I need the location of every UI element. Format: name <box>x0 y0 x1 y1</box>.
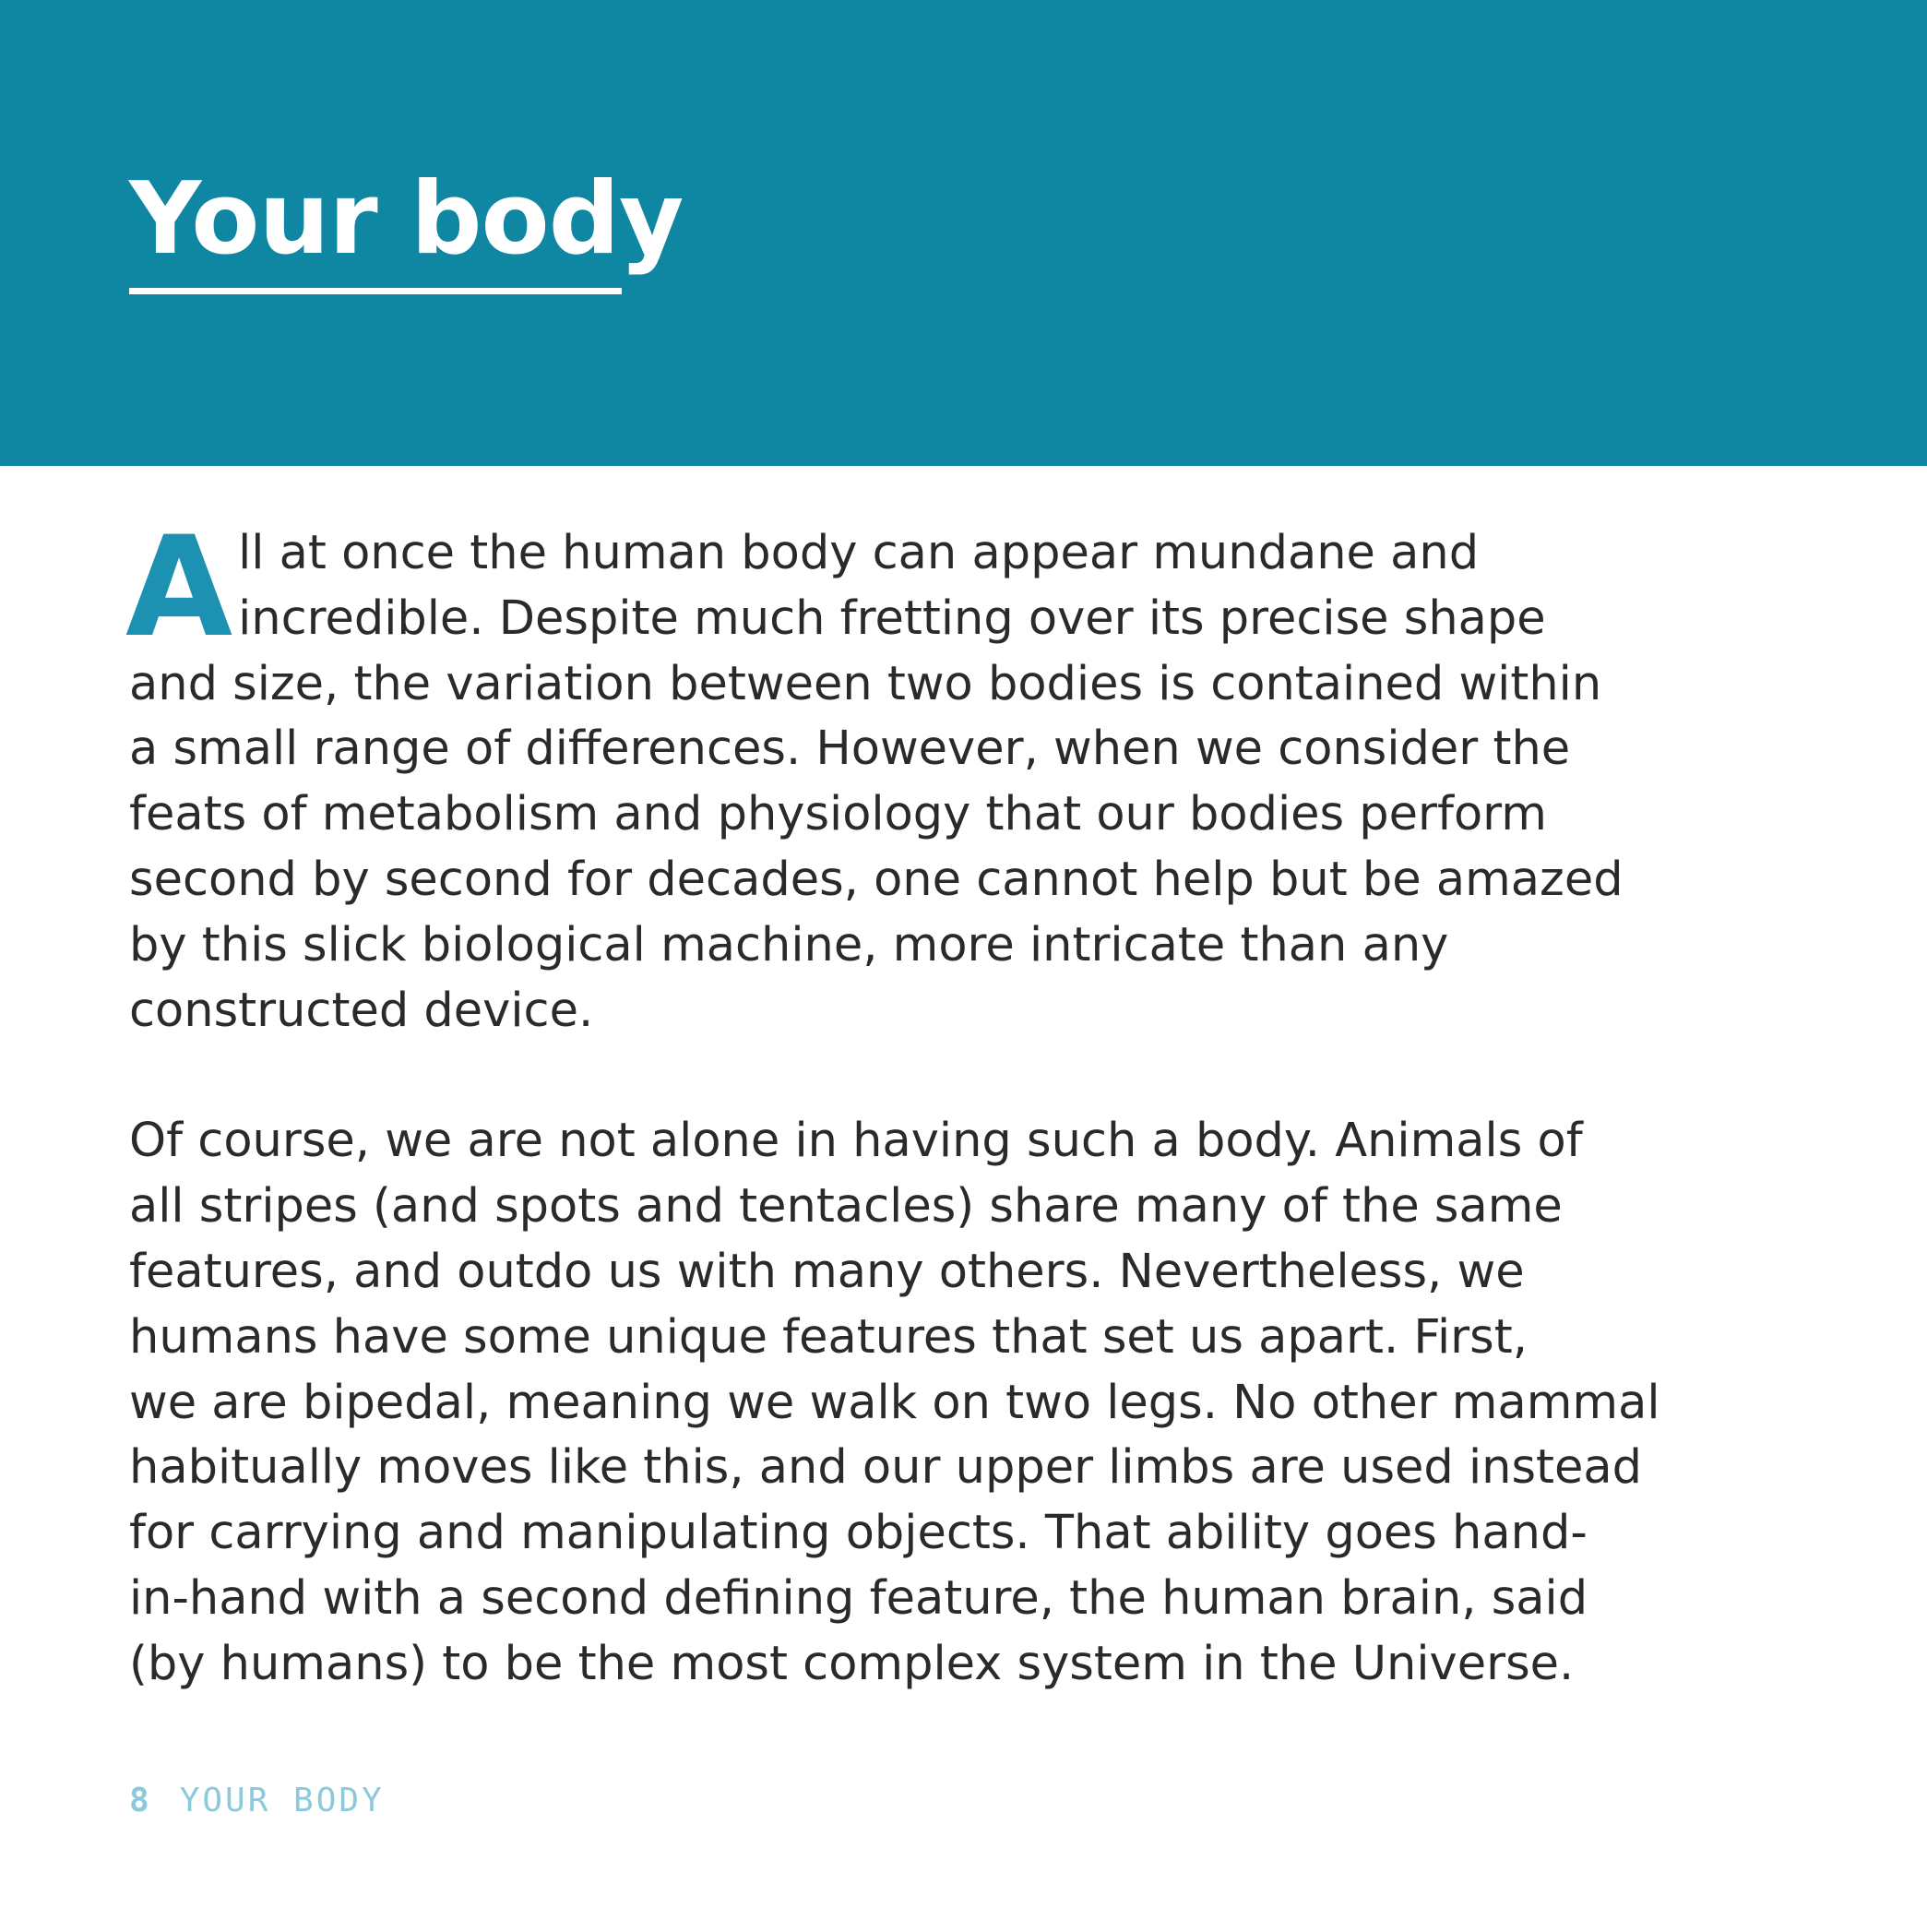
paragraph-2-line: humans have some unique features that set us apart. First, <box>129 1309 1528 1365</box>
paragraph-2-line: for carrying and manipulating objects. That ability goes hand- <box>129 1506 1588 1561</box>
paragraph-1 <box>125 507 1660 1044</box>
paragraph-1-line: constructed device. <box>129 983 594 1038</box>
running-head: YOUR BODY <box>179 1782 385 1819</box>
header-band <box>0 0 1927 466</box>
paragraph-2-line: (by humans) to be the most complex system in the Universe. <box>129 1636 1575 1691</box>
paragraph-1-line: and size, the variation between two bodies is contained within <box>129 656 1602 711</box>
paragraph-1-line: a small range of differences. However, when we consider the <box>129 722 1571 777</box>
body-text <box>125 507 1660 1698</box>
page-title: Your body <box>129 161 684 277</box>
drop-cap: A <box>125 507 233 668</box>
paragraph-2-line: all stripes (and spots and tentacles) share many of the same <box>129 1179 1563 1234</box>
paragraph-1-line: incredible. Despite much fretting over its precise shape <box>238 590 1546 646</box>
paragraph-1-line: ll at once the human body can appear mundane and <box>238 526 1480 580</box>
paragraph-2-line: features, and outdo us with many others. Nevertheless, we <box>129 1244 1525 1299</box>
page-footer <box>129 1779 385 1823</box>
paragraph-2-line: in-hand with a second defining feature, the human brain, said <box>129 1570 1588 1626</box>
paragraph-1-line: by this slick biological machine, more intricate than any <box>129 917 1449 972</box>
paragraph-2 <box>129 1109 1660 1697</box>
paragraph-2-line: habitually moves like this, and our upper limbs are used instead <box>129 1440 1643 1496</box>
paragraph-1-line: second by second for decades, one cannot help but be amazed <box>129 852 1624 907</box>
paragraph-1-line: feats of metabolism and physiology that our bodies perform <box>129 787 1547 842</box>
title-underline <box>129 288 622 294</box>
page-number: 8 <box>129 1782 152 1819</box>
paragraph-2-line: Of course, we are not alone in having such a body. Animals of <box>129 1114 1583 1169</box>
paragraph-2-line: we are bipedal, meaning we walk on two legs. No other mammal <box>129 1375 1660 1430</box>
